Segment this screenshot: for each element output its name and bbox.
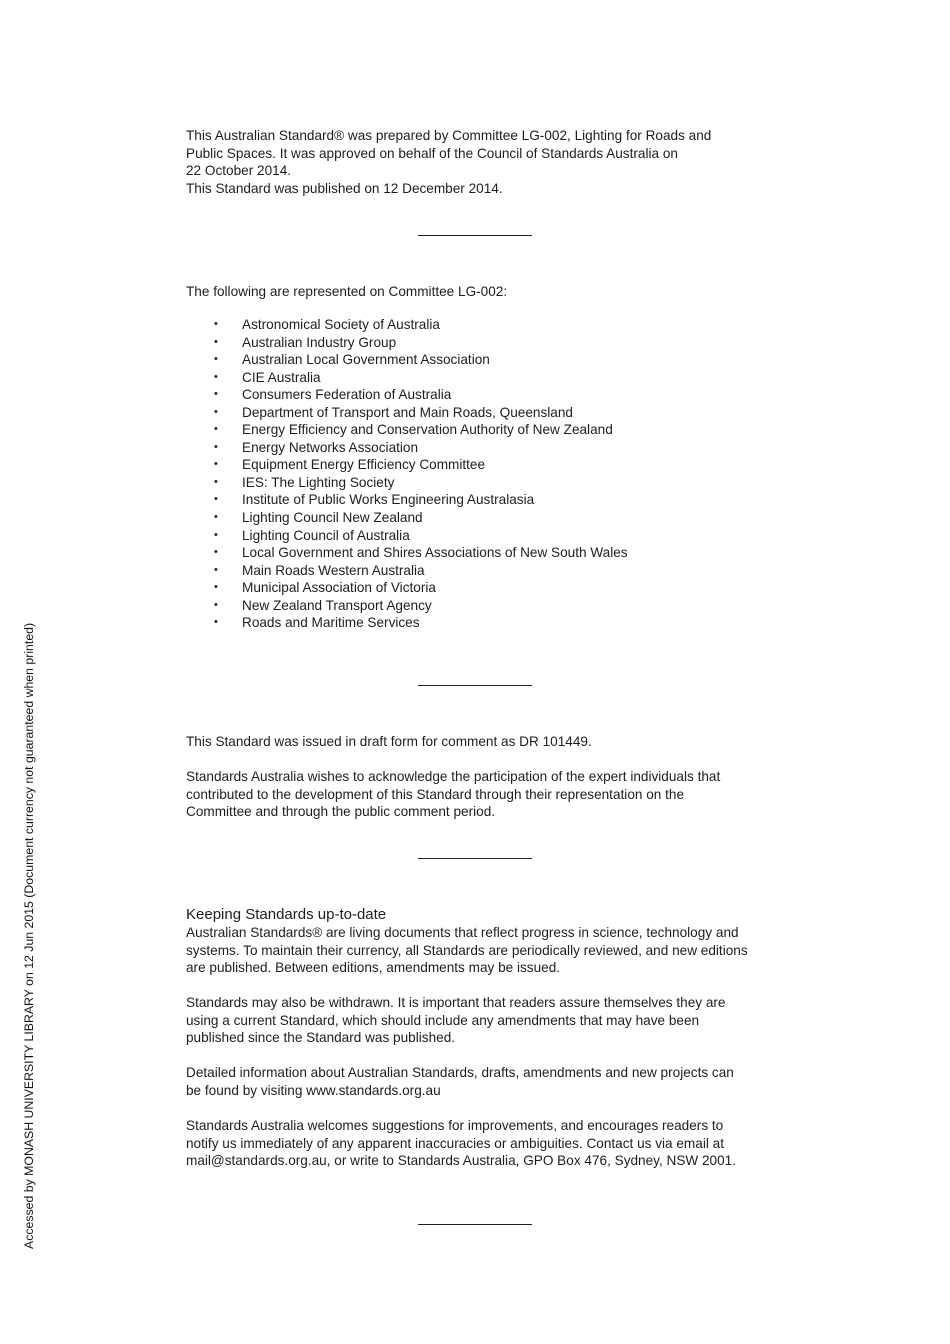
acknowledgement-paragraph: Standards Australia wishes to acknowledge the participation of the expert individuals that contributed to the development of this Standard through their representation on the Committee and through the public comment period.	[186, 769, 721, 819]
bullet-icon: •	[214, 405, 218, 418]
intro-line: This Standard was published on 12 December 2014.	[186, 180, 503, 196]
bullet-icon: •	[214, 581, 218, 594]
bullet-icon: •	[214, 528, 218, 541]
bullet-icon: •	[214, 598, 218, 611]
bullet-icon: •	[214, 440, 218, 453]
bullet-icon: •	[214, 546, 218, 559]
section-divider	[418, 858, 532, 859]
uptodate-paragraph-2: Standards may also be withdrawn. It is important that readers assure themselves they are using a current Standard, which should include any amendments that may have been published since the Standard was published.	[186, 995, 726, 1045]
bullet-icon: •	[214, 563, 218, 576]
bullet-icon: •	[214, 318, 218, 330]
committee-lead: The following are represented on Committee LG-002:	[186, 284, 508, 299]
bullet-icon: •	[214, 616, 218, 629]
section-divider	[418, 685, 532, 686]
bullet-icon: •	[214, 388, 218, 401]
draft-issued-text: This Standard was issued in draft form for comment as DR 101449.	[186, 734, 592, 749]
email-link[interactable]: mail@standards.org.au	[186, 1153, 327, 1168]
bullet-icon: •	[214, 458, 218, 471]
bullet-icon: •	[214, 353, 218, 366]
intro-paragraph	[186, 127, 776, 197]
bullet-icon: •	[214, 493, 218, 506]
bullet-icon: •	[214, 335, 218, 348]
bullet-icon: •	[214, 475, 218, 488]
intro-line: This Australian Standard® was prepared by Committee LG-002, Lighting for Roads and	[186, 128, 712, 143]
bullet-icon: •	[214, 511, 218, 524]
uptodate-paragraph-3: Detailed information about Australian Standards, drafts, amendments and new projects can be found by visiting www.standards.org.au	[186, 1065, 734, 1098]
access-watermark-note: Accessed by MONASH UNIVERSITY LIBRARY on 12 Jun 2015 (Document currency not guaranteed when printed)	[22, 622, 36, 1249]
uptodate-paragraph-4: Standards Australia welcomes suggestions for improvements, and encourages readers to notify us immediately of any apparent inaccuracies or ambiguities. Contact us via email at mail@standards.org.au, or write to Standards Australia, GPO Box 476, Sydney, NSW 2001.	[186, 1118, 737, 1168]
intro-line: Public Spaces. It was approved on behalf of the Council of Standards Australia on	[186, 145, 678, 161]
section-divider	[418, 235, 532, 236]
bullet-icon: •	[214, 423, 218, 436]
uptodate-paragraph-1: Australian Standards® are living documents that reflect progress in science, technology and systems. To maintain their currency, all Standards are periodically reviewed, and new editions are published. Between editions, amendments may be issued.	[186, 925, 748, 975]
section-divider	[418, 1224, 532, 1225]
intro-line: 22 October 2014.	[186, 163, 292, 178]
section-heading: Keeping Standards up-to-date	[186, 906, 387, 923]
website-link[interactable]: www.standards.org.au	[306, 1082, 441, 1098]
bullet-icon: •	[214, 370, 218, 383]
